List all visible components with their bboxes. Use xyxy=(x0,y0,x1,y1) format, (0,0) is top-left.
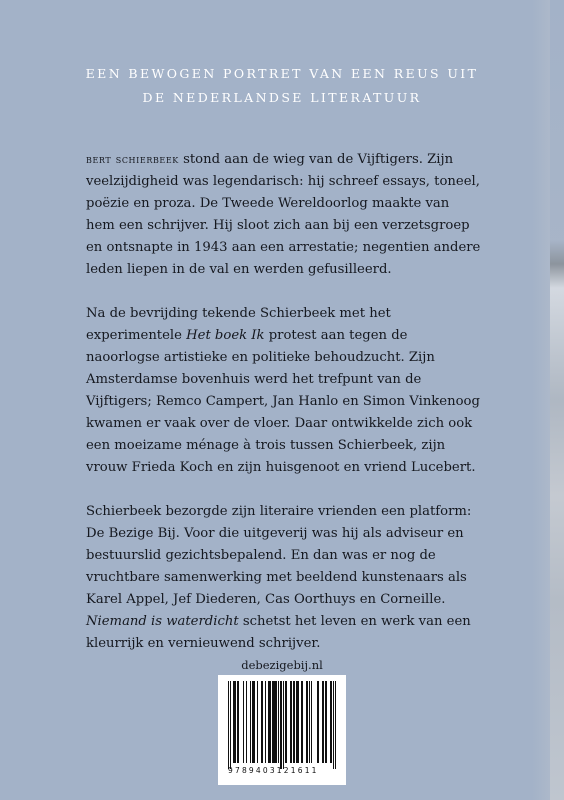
paragraph-2-before: Na de bevrijding tekende Schierbeek met het experimentele xyxy=(86,306,391,343)
paragraph-3-after: schetst het leven en werk van een kleurrijk en vernieuwend schrijver. xyxy=(86,614,471,651)
publisher-website: debezigebij.nl xyxy=(241,658,323,672)
cover-headline xyxy=(0,62,564,110)
barcode-bars xyxy=(228,681,338,763)
headline-line-1: EEN BEWOGEN PORTRET VAN EEN REUS UIT xyxy=(85,66,479,81)
paragraph-2 xyxy=(86,303,482,479)
paragraph-3-before: Schierbeek bezorgde zijn literaire vrienden een platform: De Bezige Bij. Voor die uitgeverij was hij als adviseur en bestuurslid gezichtsbepalend. En dan was er nog de vruchtbare samenwerking met beeldend kunstenaars als Karel Appel, Jef Diederen, Cas Oorthuys en Corneille. xyxy=(86,504,472,607)
paragraph-3 xyxy=(86,501,482,655)
paragraph-2-after: protest aan tegen de naoorlogse artistieke en politieke behoudzucht. Zijn Amsterdamse bovenhuis werd het trefpunt van de Vijftigers; Remco Campert, Jan Hanlo en Simon Vinkenoog kwamen er vaak over de vloer. Daar ontwikkelde zich ook een moeizame ménage à trois tussen Schierbeek, zijn vrouw Frieda Koch en zijn huisgenoot en vriend Lucebert. xyxy=(86,328,480,475)
barcode-bar xyxy=(335,681,336,769)
isbn-number: 9789403121611 xyxy=(228,766,319,775)
paragraph-1-text: stond aan de wieg van de Vijftigers. Zijn veelzijdigheid was legendarisch: hij schreef essays, toneel, poëzie en proza. De Tweede Wereldoorlog maakte van hem een schrijver. Hij sloot zich aan bij een verzetsgroep en ontsnapte in 1943 aan een arrestatie; negentien andere leden liepen in de val en werden gefusilleerd. xyxy=(86,152,481,277)
barcode xyxy=(218,675,346,785)
blurb xyxy=(86,148,482,677)
book-title-niemand-is-waterdicht: Niemand is waterdicht xyxy=(86,614,239,629)
author-name: bert schierbeek xyxy=(86,152,179,166)
book-edge-shadow xyxy=(532,0,550,800)
book-edge xyxy=(550,0,564,800)
paragraph-1 xyxy=(86,148,482,281)
book-title-het-boek-ik: Het boek Ik xyxy=(186,328,265,343)
headline-line-2: DE NEDERLANDSE LITERATUUR xyxy=(142,90,422,105)
